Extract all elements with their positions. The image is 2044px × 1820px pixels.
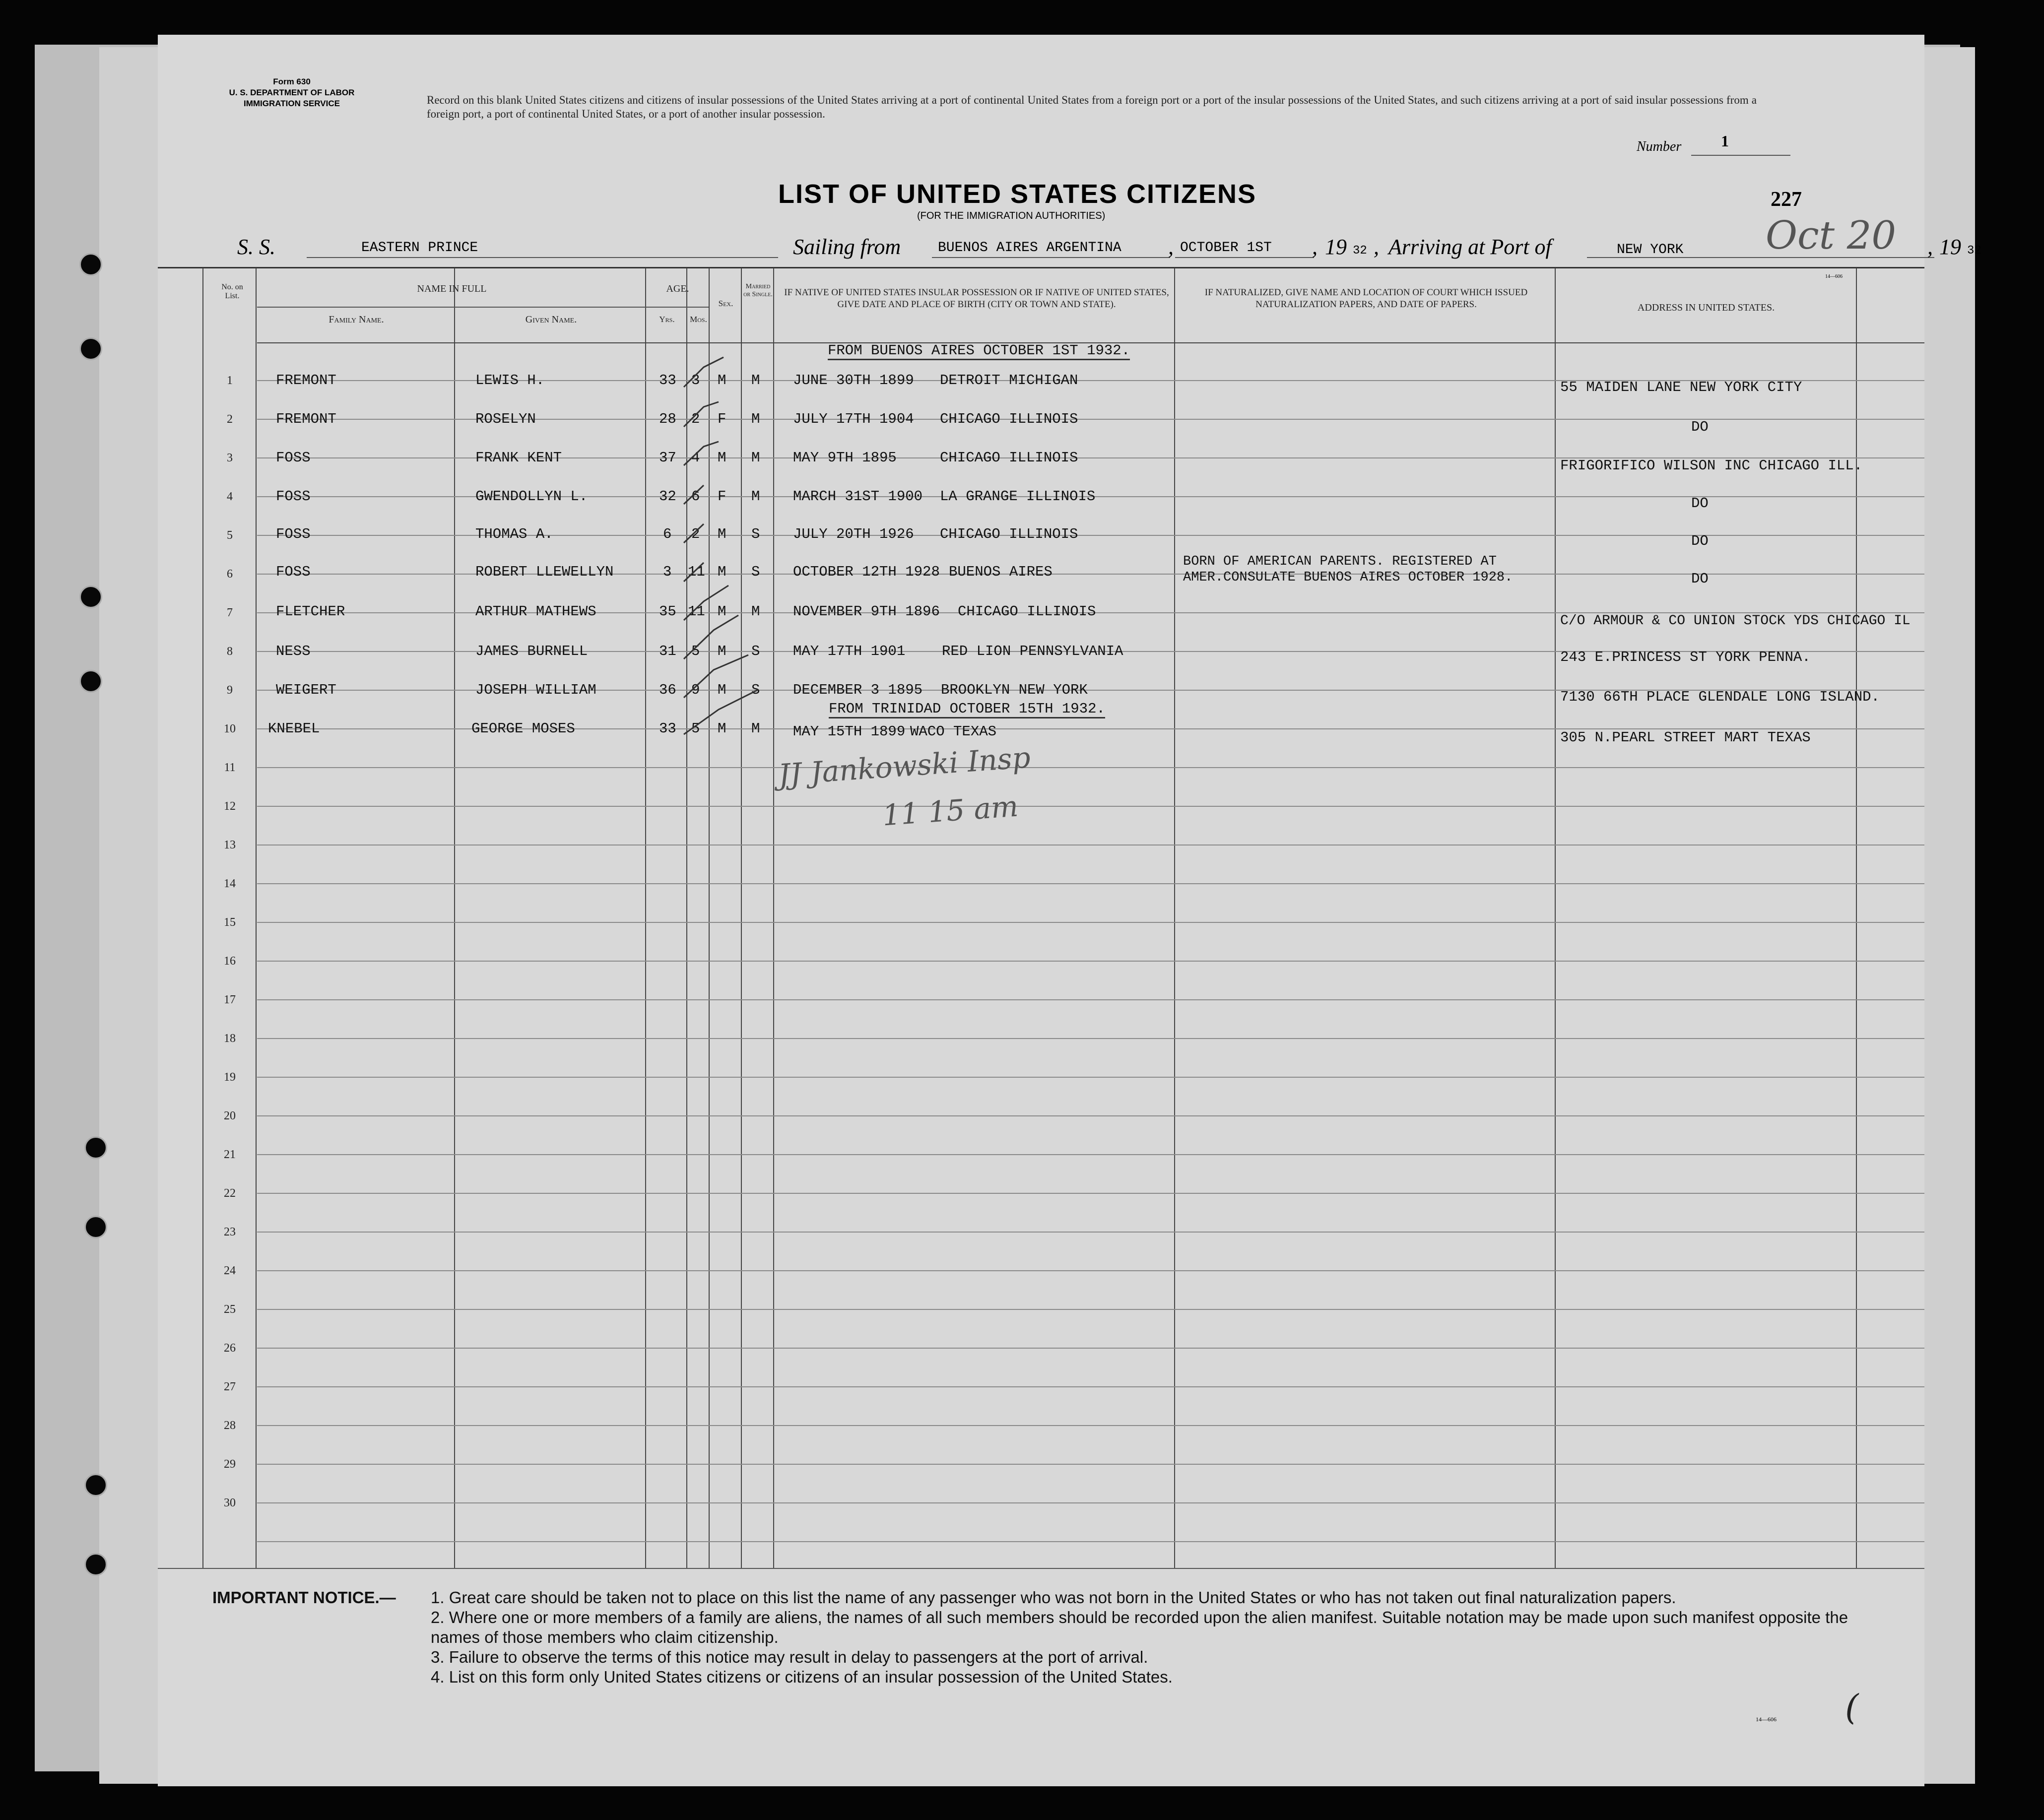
name-subheader-rule [257,307,647,308]
row-number: 12 [224,800,236,813]
birth-place: DETROIT MICHIGAN [940,372,1078,389]
row-number: 9 [227,684,233,697]
row-number: 28 [224,1419,236,1432]
row-number: 7 [227,606,233,619]
family-name: FOSS [276,564,311,580]
header-no-on-list: No. on List. [221,283,243,300]
header-address: ADDRESS IN UNITED STATES. [1637,302,1775,313]
check-marks [674,352,773,749]
manifest-page: Form 630 U. S. DEPARTMENT OF LABOR IMMIGRATION SERVICE Record on this blank United States citizens and citizens of insular possessions of the United States arriving at a port of continental United States from a foreign port or a port of the insular possessions of the United States, and such citizens arriving at a port of said insular possessions from a foreign port, a port of continental United States, or a port of another insular possession. Number 1 LIST OF UNITED STATES CITIZENS (FOR THE IMMIGRATION AUTHORITIES) 227 S. S. EASTERN PRINCE Sailing from BUENOS AIRES ARGENTINA , OCTOBER 1ST , 19 32 , Arriving at Port of NEW YORK Oct 20 , 19 32 14—606 No. on List. NAME IN FULL Family Name. Given Name. AGE. Yrs. Mos. Sex. Married or Single. IF NATIVE OF UNITED STATES INSULAR POSSESSION OR IF NATIVE OF UNITED STATES, GIVE DATE AND PLACE OF BIRTH (CITY OR TOWN AND STATE). IF NATURALIZED, GIVE NAME AND LOCATION OF COURT WHICH ISSUED NATURALIZATION PAPERS, AND DATE OF PAPERS. ADDRESS IN UNITED STATES. FROM BUENOS AIRES OCTOBER 1ST 1932. FROM TRINIDAD OCTOBER 15TH 1932. 1 2 3 4 5 6 7 8 9 10 11 12 13 14 15 16 17 18 19 20 21 22 23 24 25 26 27 28 29 30 FREMONT LEWIS H. 33 3 M M JUNE 30TH 1899 DETROIT MICHIGAN 55 MAIDEN LANE NEW YORK CITY FREMONT ROSELYN 28 2 F M JULY 17TH 1904 CHICAGO ILLINOIS DO FOSS FRANK KENT 37 4 M M MAY 9TH 1895 CHICAGO ILLINOIS FRIGORIFICO WILSON INC CHICAGO ILL. FOSS GWENDOLLYN L. 32 6 F M MARCH 31ST 1900 LA GRANGE ILLINOIS DO FOSS THOMAS A. 6 2 M S JULY 20TH 1926 CHICAGO ILLINOIS DO FOSS ROBERT LLEWELLYN 3 11 M S OCTOBER 12TH 1928 BUENOS AIRES BORN OF AMERICAN PARENTS. REGISTERED AT AMER.CONSULATE BUENOS AIRES OCTOBER 1928. DO FLETCHER ARTHUR MATHEWS 35 11 M M NOVEMBER 9TH 1896 CHICAGO ILLINOIS C/O ARMOUR & CO UNION STOCK YDS CHICAGO IL NESS JAMES BURNELL 31 5 M S MAY 17TH 1901 RED LION PENNSYLVANIA 243 E.PRINCESS ST YORK PENNA. WEIGERT JOSEPH WILLIAM 36 9 M S DECEMBER 3 1895 BROOKLYN NEW YORK 7130 66TH PLACE GLENDALE LONG ISLAND. KNEBEL GEORGE MOSES 33 5 M M MAY 15TH 1899 WACO TEXAS 305 N.PEARL STREET MART TEXAS JJ Jankowski Insp 11 15 am IMPORTANT NOTICE.— 1. Great care should be taken not to place on this list the name of any passenger who was not born in the United States or who has not taken out final naturalization papers. 2. Where one or more members of a family are aliens, the names of all such members should be recorded upon the alien manifest. Suitable notation may be made upon such manifest opposite the names of those members who claim citizenship. 3. Failure to observe the terms of this notice may result in delay to passengers at the port of arrival. 4. List on this form only United States citizens or citizens of an insular possession of the United States. 14—606 ( [158,35,1924,1786]
given-name: JOSEPH WILLIAM [475,682,596,698]
row-number: 19 [224,1071,236,1084]
punch-hole [79,670,102,693]
number-label: Number [1637,139,1682,154]
sex: F [718,488,726,505]
row-number: 20 [224,1109,236,1122]
row-number: 6 [227,568,233,581]
page-stamp: 227 [1771,188,1802,211]
birth-place: CHICAGO ILLINOIS [958,603,1096,620]
birth-place: BROOKLYN NEW YORK [941,682,1088,698]
birth-place: LA GRANGE ILLINOIS [940,488,1096,505]
given-name: THOMAS A. [475,526,553,542]
age-years: 31 [659,643,676,659]
address: 243 E.PRINCESS ST YORK PENNA. [1560,649,1811,665]
age-subheader-rule [647,307,709,308]
marital-status: M [751,603,760,620]
birth-place: WACO TEXAS [910,723,997,740]
sex: F [718,411,726,427]
birth-date: MAY 9TH 1895 [793,450,897,466]
age-years: 33 [659,372,676,389]
arrival-year-prefix: 19 [1939,235,1961,259]
given-name: ROBERT LLEWELLYN [475,564,614,580]
row-number: 18 [224,1032,236,1045]
row-number: 4 [227,490,233,503]
age-years: 6 [663,526,672,542]
service: IMMIGRATION SERVICE [244,99,340,108]
department: U. S. DEPARTMENT OF LABOR [229,88,355,97]
inspection-time: 11 15 am [881,789,1020,833]
notice-item: 2. Where one or more members of a family are aliens, the names of all such members should be recorded upon the alien manifest. Suitable notation may be made upon such manifest opposite the names of those members who claim citizenship. [431,1608,1848,1646]
row-number: 17 [224,993,236,1006]
row-number: 1 [227,374,233,387]
header-married-single: Married or Single. [743,283,773,298]
row-rule [257,1232,1924,1233]
sailing-date: OCTOBER 1ST [1180,240,1272,256]
header-age: AGE. [666,283,689,294]
address: FRIGORIFICO WILSON INC CHICAGO ILL. [1560,457,1863,474]
address: DO [1691,495,1709,512]
birth-date: MAY 15TH 1899 [793,723,906,740]
row-number: 10 [224,722,236,735]
page-title: LIST OF UNITED STATES CITIZENS [778,179,1256,209]
section-note-trinidad: FROM TRINIDAD OCTOBER 15TH 1932. [829,701,1105,718]
birth-place: RED LION PENNSYLVANIA [942,643,1123,659]
ship-name: EASTERN PRINCE [361,240,478,256]
header-birth: IF NATIVE OF UNITED STATES INSULAR POSSESSION OR IF NATIVE OF UNITED STATES, GIVE DATE AND PLACE OF BIRTH (CITY OR TOWN AND STATE). [784,287,1169,310]
age-years: 32 [659,488,676,505]
row-number: 2 [227,413,233,426]
given-name: GWENDOLLYN L. [475,488,588,505]
naturalization-note: BORN OF AMERICAN PARENTS. REGISTERED AT AMER.CONSULATE BUENOS AIRES OCTOBER 1928. [1183,554,1513,585]
birth-date: JULY 17TH 1904 [793,411,914,427]
header-mos: Mos. [690,315,707,324]
family-name: FLETCHER [276,603,345,620]
row-rule [257,883,1924,884]
ss-label: S. S. [237,235,275,259]
age-months: 5 [691,720,700,737]
row-rule [257,1270,1924,1271]
row-rule [257,1425,1924,1426]
marital-status: S [751,526,760,542]
header-given-name: Given Name. [525,314,577,325]
arrival-port: NEW YORK [1617,242,1684,258]
address: DO [1691,533,1709,549]
birth-date: OCTOBER 12TH 1928 [793,564,940,580]
address: DO [1691,419,1709,435]
ship-underline [307,257,778,258]
age-months: 2 [691,526,700,542]
age-months: 4 [691,450,700,466]
family-name: FOSS [276,526,311,542]
sex: M [718,564,726,580]
notice-item: 3. Failure to observe the terms of this notice may result in delay to passengers at the port of arrival. [431,1648,1148,1666]
sex: M [718,682,726,698]
family-name: FREMONT [276,372,336,389]
age-months: 5 [691,643,700,659]
family-name: FREMONT [276,411,336,427]
row-rule [257,1541,1924,1542]
punch-hole [79,337,102,360]
age-years: 37 [659,450,676,466]
given-name: FRANK KENT [475,450,562,466]
age-months: 11 [688,564,705,580]
row-rule [257,767,1924,768]
address: C/O ARMOUR & CO UNION STOCK YDS CHICAGO IL [1560,613,1911,629]
row-number: 23 [224,1226,236,1238]
birth-date: MARCH 31ST 1900 [793,488,923,505]
birth-place: CHICAGO ILLINOIS [940,526,1078,542]
header-naturalized: IF NATURALIZED, GIVE NAME AND LOCATION OF COURT WHICH ISSUED NATURALIZATION PAPERS, AND DATE OF PAPERS. [1204,287,1528,310]
row-rule [257,1309,1924,1310]
row-number: 16 [224,955,236,968]
arrival-date-handwritten: Oct 20 [1766,213,1897,258]
page-subtitle: (FOR THE IMMIGRATION AUTHORITIES) [917,210,1106,221]
given-name: ARTHUR MATHEWS [475,603,596,620]
form-header [207,76,376,109]
row-number: 25 [224,1303,236,1316]
age-months: 2 [691,411,700,427]
header-yrs: Yrs. [659,315,675,324]
header-family-name: Family Name. [329,314,384,325]
birth-date: JULY 20TH 1926 [793,526,914,542]
row-number: 27 [224,1380,236,1393]
family-name: KNEBEL [268,720,320,737]
row-rule [257,1193,1924,1194]
birth-place: BUENOS AIRES [949,564,1053,580]
age-years: 33 [659,720,676,737]
family-name: FOSS [276,450,311,466]
sex: M [718,526,726,542]
row-number: 22 [224,1187,236,1200]
age-years: 36 [659,682,676,698]
row-number: 29 [224,1458,236,1471]
row-rule [257,922,1924,923]
arrival-year: 32 [1967,244,1981,258]
marital-status: M [751,720,760,737]
row-rule [257,999,1924,1000]
row-number: 24 [224,1264,236,1277]
sex: M [718,450,726,466]
birth-date: NOVEMBER 9TH 1896 [793,603,940,620]
sailing-label: Sailing from [793,235,901,259]
marital-status: S [751,682,760,698]
age-years: 28 [659,411,676,427]
punch-hole [84,1474,107,1496]
inspector-signature: JJ Jankowski Insp [777,740,1032,792]
given-name: JAMES BURNELL [475,643,588,659]
section-note-buenos-aires: FROM BUENOS AIRES OCTOBER 1ST 1932. [828,342,1130,360]
row-rule [257,1038,1924,1039]
given-name: LEWIS H. [475,372,545,389]
address: 305 N.PEARL STREET MART TEXAS [1560,729,1811,746]
marital-status: M [751,488,760,505]
age-years: 35 [659,603,676,620]
sailing-from: BUENOS AIRES ARGENTINA [938,240,1121,256]
table-top-rule [158,267,1924,268]
row-rule [257,1502,1924,1503]
birth-date: DECEMBER 3 1895 [793,682,923,698]
notice-footer-code: 14—606 [1756,1716,1777,1723]
instructions-text: Record on this blank United States citizens and citizens of insular possessions of the United States arriving at a port of continental United States from a foreign port or a port of the insular possessions of the United States, and such citizens arriving at a port of said insular possessions from a foreign port, a port of continental United States, or a port of another insular possession. [427,94,1757,120]
marital-status: S [751,564,760,580]
date-underline [1175,257,1314,258]
number-underline [1691,155,1790,156]
row-rule [257,1077,1924,1078]
form-number: Form 630 [273,77,311,86]
row-number: 11 [224,761,236,774]
number-value: 1 [1721,132,1729,150]
sex: M [718,603,726,620]
row-rule [257,1115,1924,1116]
row-number: 3 [227,452,233,464]
sex: M [718,643,726,659]
address: DO [1691,571,1709,587]
row-rule [257,1386,1924,1387]
row-number: 14 [224,877,236,890]
punch-hole [79,253,102,276]
notice-item: 1. Great care should be taken not to place on this list the name of any passenger who was not born in the United States or who has not taken out final naturalization papers. [431,1588,1676,1607]
punch-hole [79,585,102,608]
row-number: 13 [224,839,236,851]
marital-status: S [751,643,760,659]
year-prefix: 19 [1325,235,1347,259]
punch-hole [84,1216,107,1238]
sex: M [718,720,726,737]
birth-place: CHICAGO ILLINOIS [940,450,1078,466]
family-name: NESS [276,643,311,659]
sex: M [718,372,726,389]
row-number: 26 [224,1342,236,1355]
birth-date: MAY 17TH 1901 [793,643,906,659]
notice-heading: IMPORTANT NOTICE.— [212,1588,396,1607]
marital-status: M [751,372,760,389]
row-number: 21 [224,1148,236,1161]
row-number: 30 [224,1496,236,1509]
row-number: 8 [227,645,233,658]
header-name-in-full: NAME IN FULL [417,283,487,294]
birth-date: JUNE 30TH 1899 [793,372,914,389]
row-rule [257,806,1924,807]
age-years: 3 [663,564,672,580]
marital-status: M [751,411,760,427]
header-sex: Sex. [718,299,733,308]
important-notice [212,1588,1900,1687]
row-number: 15 [224,916,236,929]
birth-place: CHICAGO ILLINOIS [940,411,1078,427]
family-name: FOSS [276,488,311,505]
print-code: 14—606 [1825,274,1843,279]
row-rule [257,1154,1924,1155]
age-months: 9 [691,682,700,698]
row-rule [257,1348,1924,1349]
punch-hole [84,1553,107,1576]
given-name: ROSELYN [475,411,536,427]
punch-hole [84,1136,107,1159]
row-number: 5 [227,529,233,542]
family-name: WEIGERT [276,682,336,698]
row-rule [257,1464,1924,1465]
address: 55 MAIDEN LANE NEW YORK CITY [1560,379,1802,395]
sailing-underline [932,257,1170,258]
given-name: GEORGE MOSES [471,720,575,737]
arriving-label: Arriving at Port of [1388,235,1552,259]
marital-status: M [751,450,760,466]
row-rule [257,961,1924,962]
address: 7130 66TH PLACE GLENDALE LONG ISLAND. [1560,689,1880,705]
age-months: 11 [688,603,705,620]
notice-item: 4. List on this form only United States citizens or citizens of an insular possession of the United States. [431,1668,1173,1686]
age-months: 6 [691,488,700,505]
sailing-year: 32 [1353,244,1367,258]
age-months: 3 [691,372,700,389]
table-bottom-rule [158,1568,1924,1569]
